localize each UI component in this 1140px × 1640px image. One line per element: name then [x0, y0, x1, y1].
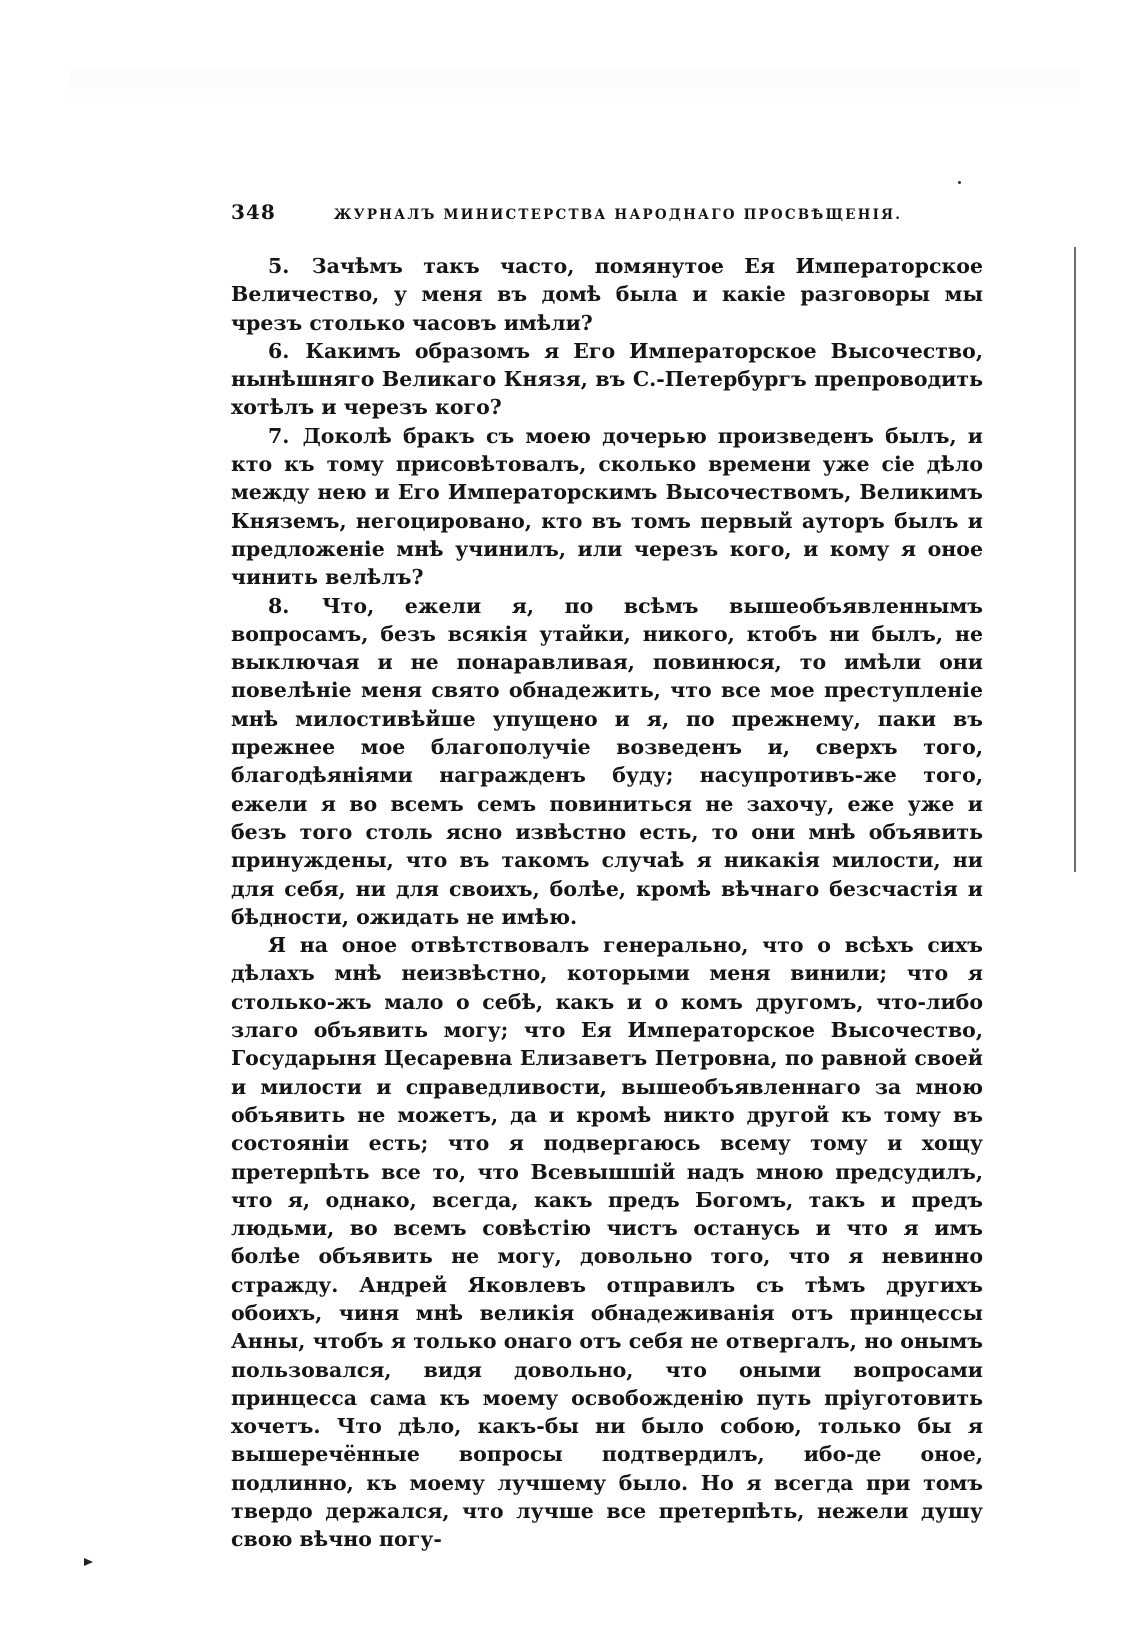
margin-arrow-icon [84, 1558, 93, 1566]
question-number: 8. [268, 593, 290, 618]
question-paragraph-7 [231, 422, 983, 592]
journal-title: ЖУРНАЛЪ МИНИСТЕРСТВА НАРОДНАГО ПРОСВѢЩЕНІЯ. [333, 207, 903, 223]
question-paragraph-6 [231, 337, 983, 422]
text-body [231, 252, 983, 1554]
page-number: 348 [231, 200, 276, 224]
scan-speck [958, 181, 961, 184]
question-text: Какимъ образомъ я Его Императорское Высочество, нынѣшняго Великаго Князя, въ С.-Петербургъ препроводить хотѣлъ и черезъ кого? [231, 338, 983, 420]
question-number: 6. [268, 338, 290, 363]
answer-paragraph: Я на оное отвѣтствовалъ генерально, что о всѣхъ сихъ дѣлахъ мнѣ неизвѣстно, которыми меня винили; что я столько-жъ мало о себѣ, какъ и о комъ другомъ, что-либо злаго объявить могу; что Ея Императорское Высочество, Государыня Цесаревна Елизаветъ Петровна, по равной своей и милости и справедливости, вышеобъявленнаго за мною объявить не можетъ, да и кромѣ никто другой къ тому въ состояніи есть; что я подвергаюсь всему тому и хощу претерпѣть все то, что Всевышшій надъ мною предсудилъ, что я, однако, всегда, какъ предъ Богомъ, такъ и предъ людьми, во всемъ совѣстію чистъ останусь и что я имъ болѣе объявить не могу, довольно того, что я невинно стражду. Андрей Яковлевъ отправилъ съ тѣмъ другихъ обоихъ, чиня мнѣ великія обнадеживанія отъ принцессы Анны, чтобъ я только онаго отъ себя не отвергалъ, но онымъ пользовался, видя довольно, что оными вопросами принцесса сама къ моему освобожденію путь пріуготовить хочетъ. Что дѣло, какъ-бы ни было собою, только бы я вышеречённые вопросы подтвердилъ, ибо-де оное, подлинно, къ моему лучшему было. Но я всегда при томъ твердо держался, что лучше все претерпѣть, нежели душу свою вѣчно погу- [231, 933, 983, 1552]
binding-edge-line [1074, 247, 1076, 872]
question-text: Что, ежели я, по всѣмъ вышеобъявленнымъ вопросамъ, безъ всякія утайки, никого, ктобъ ни былъ, не выключая и не понаравливая, повинюся, то имѣли они повелѣніе меня свято обнадежить, что все мое преступленіе мнѣ милостивѣйше упущено и я, по прежнему, паки въ прежнее мое благополучіе возведенъ и, сверхъ того, благодѣяніями награжденъ буду; насупротивъ-же того, ежели я во всемъ семъ повиниться не захочу, еже уже и безъ того столь ясно извѣстно есть, то они мнѣ объявить принуждены, что въ такомъ случаѣ я никакія милости, ни для себя, ни для своихъ, болѣе, кромѣ вѣчнаго безсчастія и бѣдности, ожидать не имѣю. [231, 593, 983, 929]
question-text: Зачѣмъ такъ часто, помянутое Ея Императорское Величество, у меня въ домѣ была и какіе разговоры мы чрезъ столько часовъ имѣли? [231, 254, 983, 335]
question-text: Доколѣ бракъ съ моею дочерью произведенъ былъ, и кто къ тому присовѣтовалъ, сколько времени уже сіе дѣло между нею и Его Императорскимъ Высочествомъ, Великимъ Княземъ, негоцировано, кто въ томъ первый ауторъ былъ и предложеніе мнѣ учинилъ, или черезъ кого, и кому я оное чинить велѣлъ? [231, 423, 983, 590]
running-head [231, 200, 1001, 224]
question-number: 7. [268, 423, 290, 448]
question-number: 5. [268, 254, 290, 278]
question-paragraph-8 [231, 592, 983, 932]
scan-shadow [70, 70, 1080, 110]
question-paragraph-5 [231, 252, 983, 337]
